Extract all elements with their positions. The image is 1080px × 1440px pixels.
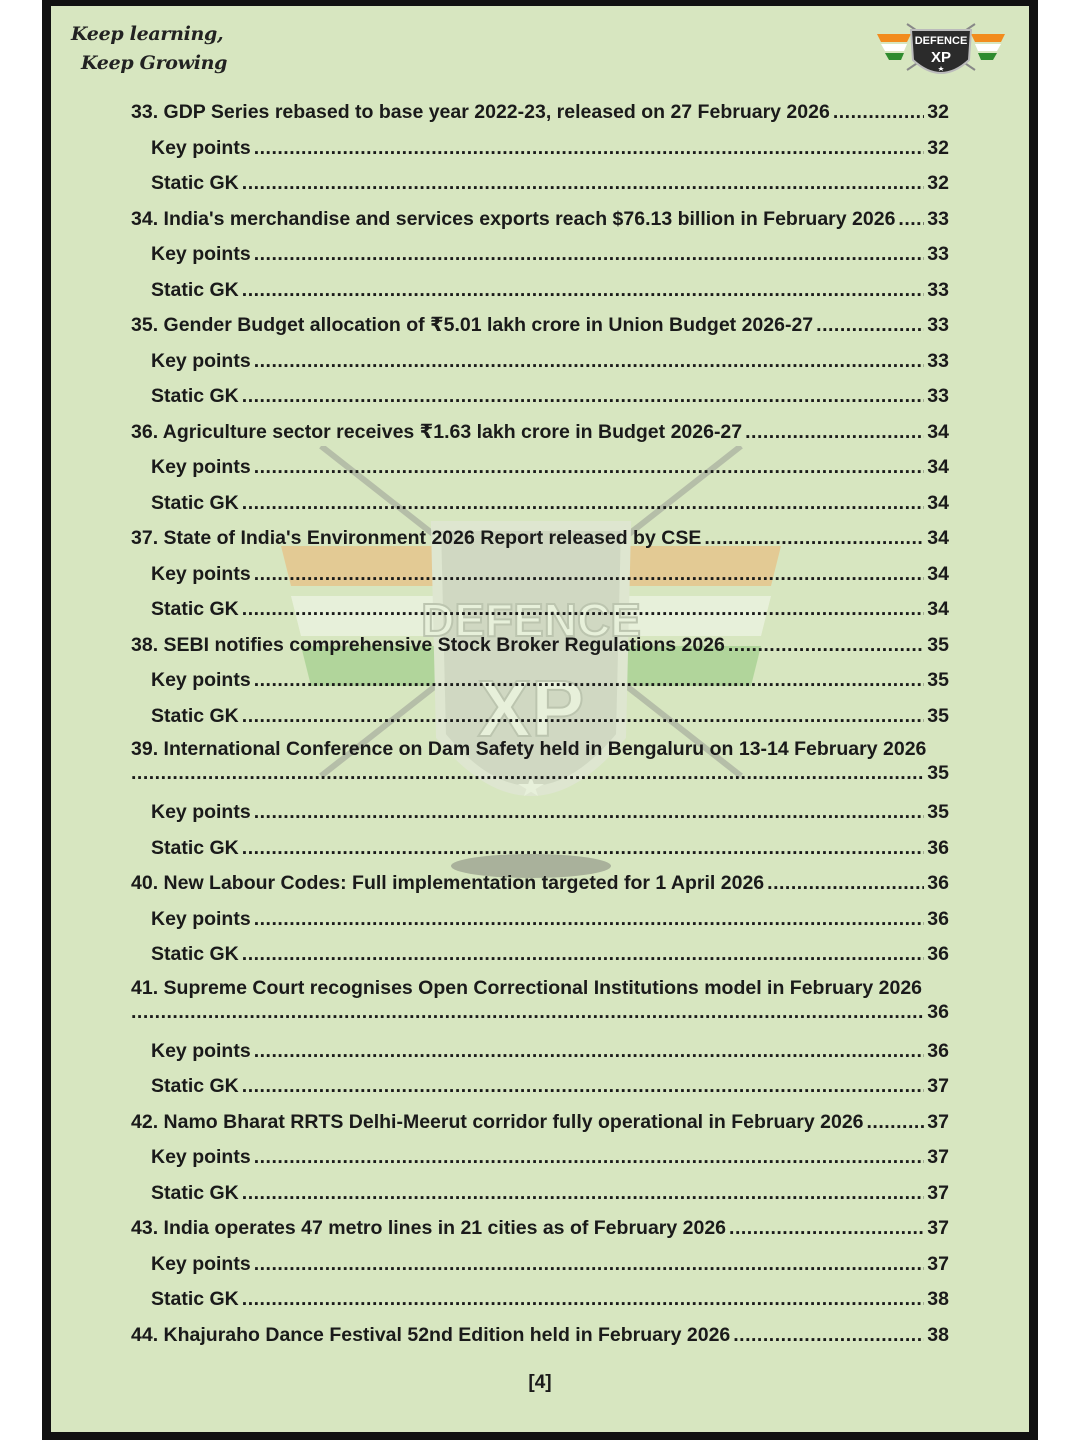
toc-page-number: 35 [927,669,949,691]
toc-subitem-static-gk[interactable] [131,1282,949,1318]
toc-subitem-key-points[interactable] [131,1247,949,1283]
toc-subitem-label: Static GK [151,1075,239,1097]
toc-page-number: 36 [927,1039,949,1062]
toc-subitem-key-points[interactable] [131,131,949,167]
dot-leader [242,937,925,973]
toc-subitem-key-points[interactable] [131,450,949,486]
page-number: [4] [528,1372,552,1393]
toc-subitem-label: Static GK [151,278,239,301]
toc-item-35[interactable] [131,308,949,344]
dot-leader [833,95,924,131]
toc-subitem-label: Key points [151,243,251,265]
dot-leader [131,999,924,1025]
toc-item-title: 41. Supreme Court recognises Open Correctional Institutions model in February 2026 [131,976,923,999]
dot-leader [254,795,925,831]
dot-leader [242,1176,925,1212]
dot-leader [254,902,925,938]
dot-leader [733,1318,924,1354]
toc-page-number: 37 [927,1217,949,1239]
toc-item-44[interactable] [131,1318,949,1354]
dot-leader [898,202,924,238]
toc-subitem-key-points[interactable] [131,663,949,699]
toc-subitem-label: Static GK [151,491,239,514]
dot-leader [745,415,924,451]
toc-subitem-label: Static GK [151,943,239,965]
slogan-line-2: Keep Growing [81,52,228,74]
slogan-line-1: Keep learning, [71,23,224,45]
dot-leader [242,166,925,202]
toc-page-number: 34 [927,420,949,443]
watermark-text-top: DEFENCE [421,594,641,646]
toc-page-number: 38 [927,1288,949,1310]
logo-text-bottom: XP [930,49,952,66]
toc-subitem-static-gk[interactable] [131,1069,949,1105]
dot-leader [254,1034,925,1070]
watermark-text-bottom: XP [477,664,585,753]
toc-item-34[interactable] [131,202,949,238]
toc-item-title: 44. Khajuraho Dance Festival 52nd Edition held in February 2026 [131,1323,731,1346]
toc-page-number: 38 [927,1323,949,1346]
toc-subitem-label: Static GK [151,385,239,407]
toc-subitem-static-gk[interactable] [131,1176,949,1212]
toc-item-title: 34. India's merchandise and services exports reach $76.13 billion in February 2026 [131,207,896,230]
dot-leader [816,308,924,344]
toc-subitem-static-gk[interactable] [131,831,949,867]
dot-leader [728,628,924,664]
toc-subitem-label: Static GK [151,1288,239,1310]
toc-subitem-label: Static GK [151,1181,239,1204]
toc-subitem-label: Key points [151,1039,251,1062]
toc-page-number: 33 [927,385,949,407]
toc-item-41[interactable] [131,973,949,1034]
toc-page-number: 37 [927,1181,949,1204]
toc-item-title: 36. Agriculture sector receives ₹1.63 lakh crore in Budget 2026-27 [131,420,743,443]
toc-item-39[interactable] [131,734,949,795]
toc-subitem-label: Key points [151,562,251,585]
toc-item-37[interactable] [131,521,949,557]
toc-subitem-label: Static GK [151,704,239,727]
toc-subitem-label: Key points [151,669,251,691]
toc-page-number: 37 [927,1146,949,1168]
dot-leader [254,557,925,593]
dot-leader [867,1105,925,1141]
toc-page-number: 36 [927,1000,949,1023]
toc-page-number: 36 [927,943,949,965]
toc-item-40[interactable] [131,866,949,902]
toc-item-title: 43. India operates 47 metro lines in 21 cities as of February 2026 [131,1217,727,1239]
toc-page-number: 35 [927,762,949,784]
dot-leader [131,760,924,786]
toc-page-number: 32 [927,172,949,194]
toc-subitem-label: Key points [151,1146,251,1168]
dot-leader [254,663,925,699]
dot-leader [242,592,925,628]
toc-subitem-label: Static GK [151,836,239,859]
toc-page-number: 33 [927,349,949,372]
logo-text-top: DEFENCE [914,35,968,47]
toc-page-number: 33 [927,278,949,301]
toc-subitem-key-points[interactable] [131,902,949,938]
toc-subitem-key-points[interactable] [131,1140,949,1176]
toc-page-number: 35 [927,633,949,656]
toc-subitem-label: Key points [151,456,251,478]
toc-item-title: 37. State of India's Environment 2026 Report released by CSE [131,527,702,549]
toc-subitem-label: Key points [151,907,251,930]
dot-leader [767,866,924,902]
toc-page-number: 34 [927,491,949,514]
toc-item-33[interactable] [131,95,949,131]
toc-page-number: 32 [927,136,949,159]
toc-item-title: 40. New Labour Codes: Full implementation targeted for 1 April 2026 [131,872,765,894]
toc-item-36[interactable] [131,415,949,451]
toc-item-38[interactable] [131,628,949,664]
toc-subitem-static-gk[interactable] [131,273,949,309]
dot-leader [704,521,924,557]
toc-page-number: 36 [927,836,949,859]
toc-item-42[interactable] [131,1105,949,1141]
dot-leader [254,1140,925,1176]
toc-page-number: 33 [927,314,949,336]
toc-page-number: 37 [927,1110,949,1133]
toc-subitem-label: Key points [151,349,251,372]
toc-subitem-key-points[interactable] [131,557,949,593]
dot-leader [242,486,925,522]
table-of-contents [131,95,949,1353]
toc-subitem-key-points[interactable] [131,344,949,380]
toc-subitem-key-points[interactable] [131,795,949,831]
toc-item-title: 33. GDP Series rebased to base year 2022-23, released on 27 February 2026 [131,101,830,123]
toc-subitem-label: Key points [151,801,251,823]
toc-subitem-static-gk[interactable] [131,699,949,735]
dot-leader [242,273,925,309]
toc-item-title: 42. Namo Bharat RRTS Delhi-Meerut corridor fully operational in February 2026 [131,1110,864,1133]
toc-page-number: 37 [927,1252,949,1275]
page-border [42,0,1038,1440]
toc-subitem-label: Static GK [151,598,239,620]
toc-page-number: 33 [927,243,949,265]
dot-leader [242,831,925,867]
toc-page-number: 34 [927,527,949,549]
toc-page-number: 36 [927,907,949,930]
dot-leader [242,699,925,735]
dot-leader [254,131,925,167]
toc-page-number: 34 [927,456,949,478]
toc-page-number: 33 [927,207,949,230]
toc-item-title: 39. International Conference on Dam Safety held in Bengaluru on 13-14 February 2026 [131,738,927,760]
toc-subitem-key-points[interactable] [131,1034,949,1070]
toc-subitem-static-gk[interactable] [131,166,949,202]
toc-subitem-static-gk[interactable] [131,486,949,522]
dot-leader [254,344,925,380]
toc-item-43[interactable] [131,1211,949,1247]
toc-item-title: 38. SEBI notifies comprehensive Stock Broker Regulations 2026 [131,633,725,656]
toc-subitem-static-gk[interactable] [131,379,949,415]
toc-page-number: 35 [927,704,949,727]
dot-leader [729,1211,924,1247]
toc-page-number: 34 [927,562,949,585]
toc-subitem-key-points[interactable] [131,237,949,273]
toc-subitem-static-gk[interactable] [131,937,949,973]
dot-leader [254,237,925,273]
toc-page-number: 35 [927,801,949,823]
toc-subitem-label: Key points [151,1252,251,1275]
defence-xp-logo [877,20,1005,90]
dot-leader [242,1282,925,1318]
toc-page-number: 37 [927,1075,949,1097]
toc-page-number: 32 [927,101,949,123]
toc-page-number: 34 [927,598,949,620]
document-page [51,6,1029,1432]
dot-leader [242,379,925,415]
dot-leader [242,1069,925,1105]
slogan [71,20,227,78]
toc-subitem-label: Static GK [151,172,239,194]
toc-item-title: 35. Gender Budget allocation of ₹5.01 lakh crore in Union Budget 2026-27 [131,314,814,336]
dot-leader [254,1247,925,1283]
toc-subitem-label: Key points [151,136,251,159]
toc-subitem-static-gk[interactable] [131,592,949,628]
toc-page-number: 36 [927,872,949,894]
dot-leader [254,450,925,486]
